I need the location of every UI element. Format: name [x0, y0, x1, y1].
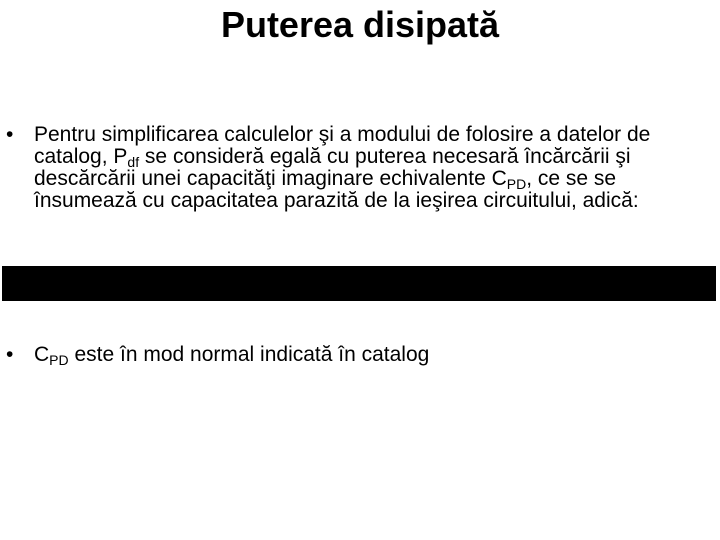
bullet-1-subscript-df: df — [127, 154, 140, 170]
bullet-2-text-part1: C — [34, 343, 50, 366]
bullet-1-text-part2: se consideră egală cu puterea necesară încărcării şi descărcării unei capacităţi imaginare echivalente C — [34, 145, 631, 190]
formula-placeholder-bar — [2, 266, 716, 301]
bullet-item-2 — [6, 344, 716, 366]
slide-title: Puterea disipată — [220, 4, 500, 45]
bullet-2-text — [34, 344, 716, 366]
bullet-icon: • — [6, 343, 14, 366]
bullet-2-text-part2: este în mod normal indicată în catalog — [68, 343, 430, 366]
bullet-2-subscript-pd: PD — [49, 352, 69, 368]
bullet-icon: • — [6, 123, 14, 146]
bullet-1-text-part3: , ce se se însumează cu capacitatea parazită de la ieşirea circuitului, adică: — [34, 167, 639, 212]
bullet-1-text — [34, 124, 716, 212]
bullet-item-1 — [6, 124, 716, 212]
bullet-1-text-part1: Pentru simplificarea calculelor şi a modului de folosire a datelor de catalog, P — [34, 123, 651, 168]
bullet-1-subscript-pd: PD — [506, 176, 527, 192]
